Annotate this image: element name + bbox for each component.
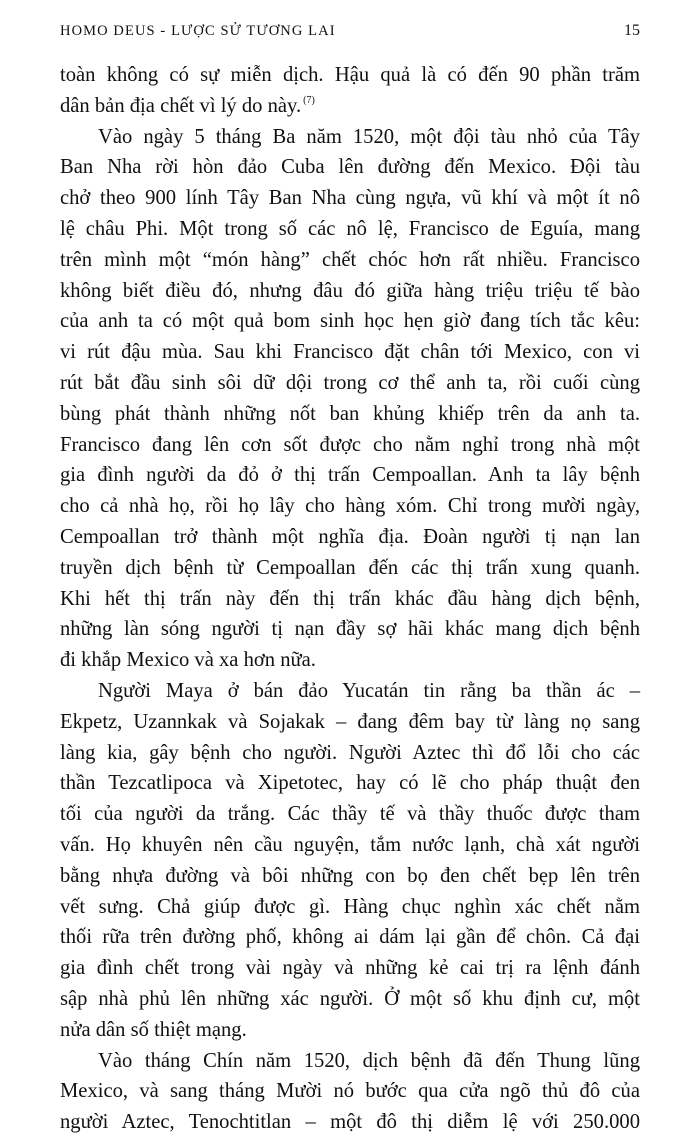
text-line	[60, 768, 640, 799]
text-line	[60, 676, 640, 707]
text-line-content: Vào ngày 5 tháng Ba năm 1520, một đội tàu nhỏ của Tây	[98, 125, 640, 148]
text-line	[60, 614, 640, 645]
text-line-content: sập nhà phủ lên những xác người. Ở một số khu định cư, một	[60, 987, 640, 1010]
text-line-content: Ban Nha rời hòn đảo Cuba lên đường đến Mexico. Đội tàu	[60, 156, 640, 179]
text-line	[60, 91, 640, 122]
text-line-content: Mexico, và sang tháng Mười nó bước qua cửa ngõ thủ đô của	[60, 1080, 640, 1103]
text-line-content: toàn không có sự miễn dịch. Hậu quả là có đến 90 phần trăm	[60, 64, 640, 86]
text-line-content: bằng nhựa đường và bôi những con bọ đen chết bẹp lên trên	[60, 864, 640, 887]
text-line-content: nửa dân số thiệt mạng.	[60, 1018, 247, 1041]
text-line-content: Ekpetz, Uzannkak và Sojakak – đang đêm bay từ làng nọ sang	[60, 710, 640, 733]
body-text	[60, 60, 640, 1138]
text-line	[60, 460, 640, 491]
text-line-content: Người Maya ở bán đảo Yucatán tin rằng ba thần ác –	[98, 679, 640, 702]
text-line-content: Vào tháng Chín năm 1520, dịch bệnh đã đến Thung lũng	[98, 1049, 640, 1072]
text-line	[60, 214, 640, 245]
text-line	[60, 306, 640, 337]
text-line-content: gia đình chết trong vài ngày và những kẻ cai trị ra lệnh đánh	[60, 957, 640, 980]
text-line	[60, 953, 640, 984]
text-line-content: cho cả nhà họ, rồi họ lây cho hàng xóm. Chỉ trong mười ngày,	[60, 495, 640, 518]
text-line-content: Khi hết thị trấn này đến thị trấn khác đầu hàng dịch bệnh,	[60, 587, 640, 610]
text-line	[60, 1076, 640, 1107]
text-line	[60, 152, 640, 183]
text-line	[60, 892, 640, 923]
text-line	[60, 122, 640, 153]
text-line	[60, 368, 640, 399]
text-line-content: của anh ta có một quả bom sinh học hẹn giờ đang tích tắc kêu:	[60, 310, 640, 333]
text-line	[60, 922, 640, 953]
text-line-content: vết sưng. Chả giúp được gì. Hàng chục nghìn xác chết nằm	[60, 895, 640, 918]
text-line-content: đi khắp Mexico và xa hơn nữa.	[60, 649, 316, 672]
text-line	[60, 861, 640, 892]
text-line-content: không biết điều đó, nhưng đâu đó giữa hàng triệu triệu tế bào	[60, 279, 640, 302]
text-line	[60, 522, 640, 553]
text-line	[60, 1015, 640, 1046]
text-line-content: vi rút đậu mùa. Sau khi Francisco đặt chân tới Mexico, con vi	[60, 341, 640, 364]
running-head	[60, 22, 640, 44]
running-title: HOMO DEUS - LƯỢC SỬ TƯƠNG LAI	[60, 23, 336, 39]
text-line	[60, 276, 640, 307]
text-line	[60, 738, 640, 769]
text-line-content: người Aztec, Tenochtitlan – một đô thị diễm lệ với 250.000	[60, 1111, 640, 1134]
text-line	[60, 430, 640, 461]
text-line	[60, 553, 640, 584]
text-line-content: rút bắt đầu sinh sôi dữ dội trong cơ thể anh ta, rồi cuối cùng	[60, 371, 640, 394]
text-line	[60, 183, 640, 214]
text-line	[60, 584, 640, 615]
text-line-content: chở theo 900 lính Tây Ban Nha cùng ngựa, vũ khí và một ít nô	[60, 187, 640, 210]
footnote-marker: (7)	[303, 94, 315, 106]
text-line-content: thần Tezcatlipoca và Xipetotec, hay có lẽ cho pháp thuật đen	[60, 772, 640, 795]
text-line	[60, 399, 640, 430]
text-line-content: Francisco đang lên cơn sốt được cho nằm nghỉ trong nhà một	[60, 433, 640, 456]
text-line-content: Cempoallan trở thành một nghĩa địa. Đoàn người tị nạn lan	[60, 525, 640, 548]
text-line-content: lệ châu Phi. Một trong số các nô lệ, Francisco de Eguía, mang	[60, 217, 640, 240]
text-line-content: vấn. Họ khuyên nên cầu nguyện, tắm nước lạnh, chà xát người	[60, 833, 640, 856]
text-line-content: gia đình người da đỏ ở thị trấn Cempoallan. Anh ta lây bệnh	[60, 464, 640, 487]
text-line	[60, 707, 640, 738]
text-line	[60, 1107, 640, 1138]
text-line	[60, 60, 640, 91]
text-line-content: tối của người da trắng. Các thầy tế và thầy thuốc được tham	[60, 803, 640, 826]
text-line-content: thối rữa trên đường phố, không ai dám lại gần để chôn. Cả đại	[60, 926, 640, 949]
text-line	[60, 799, 640, 830]
text-line	[60, 491, 640, 522]
text-line-content: trên mình một “món hàng” chết chóc hơn rất nhiều. Francisco	[60, 248, 640, 271]
text-line-content: làng kia, gây bệnh cho người. Người Aztec thì đổ lỗi cho các	[60, 741, 640, 764]
text-line-content: truyền dịch bệnh từ Cempoallan đến các thị trấn xung quanh.	[60, 556, 640, 579]
text-line	[60, 337, 640, 368]
text-line-content: những làn sóng người tị nạn đầy sợ hãi khác mang dịch bệnh	[60, 618, 640, 641]
text-line	[60, 830, 640, 861]
text-line	[60, 984, 640, 1015]
text-line	[60, 645, 640, 676]
text-line	[60, 245, 640, 276]
text-line	[60, 1046, 640, 1077]
text-line-content: bùng phát thành những nốt ban khủng khiếp trên da anh ta.	[60, 402, 640, 425]
text-line-content: dân bản địa chết vì lý do này.	[60, 94, 302, 117]
page-number: 15	[624, 22, 640, 39]
